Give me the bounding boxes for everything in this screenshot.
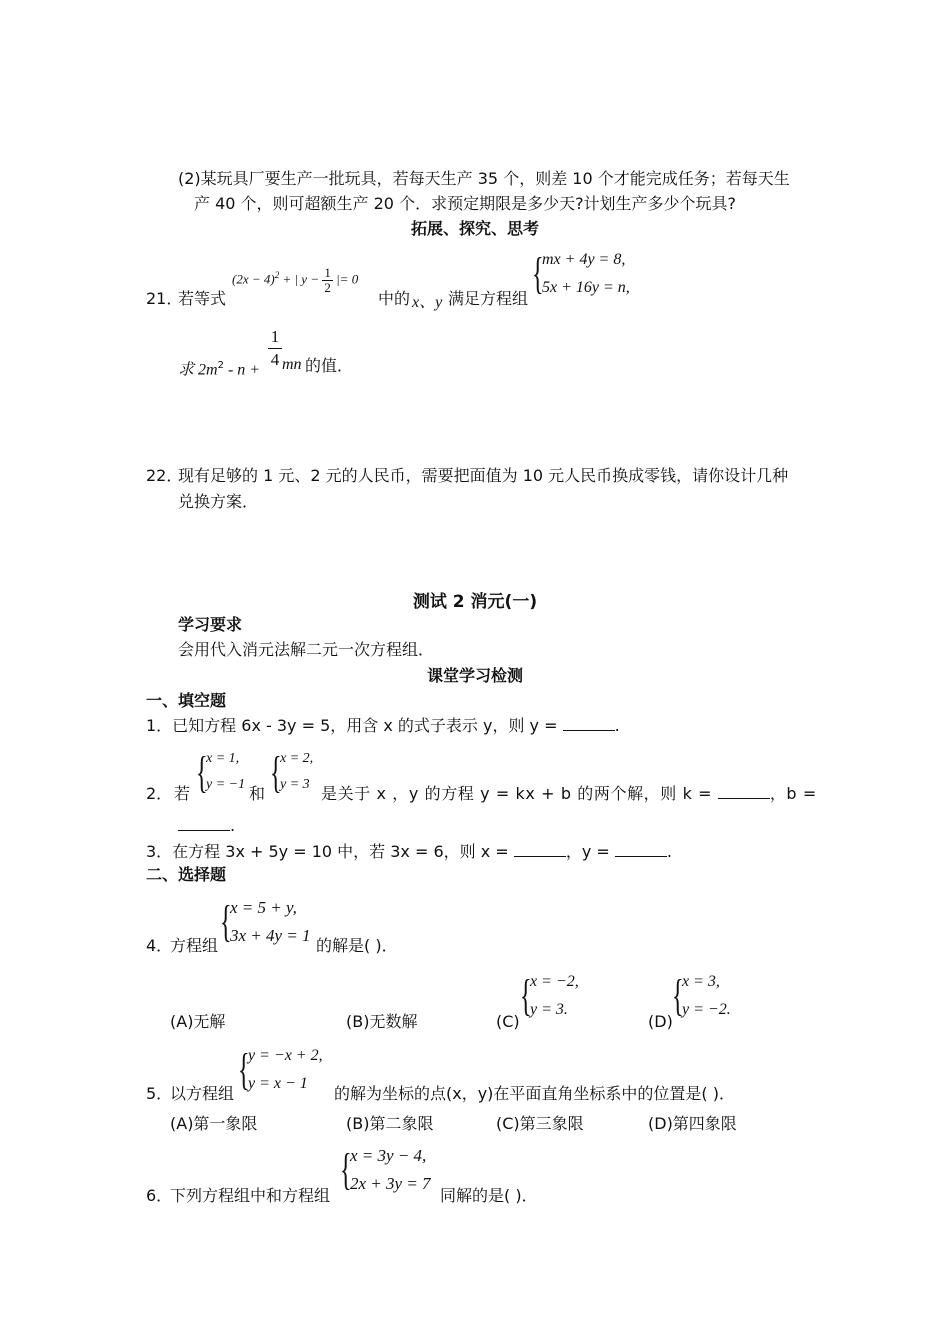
q4-option-b[interactable]: (B)无数解 <box>346 1012 418 1031</box>
q5-option-a[interactable]: (A)第一象限 <box>170 1114 258 1133</box>
q2-text: 是关于 x ，y 的方程 y = kx + b 的两个解，则 k = ，b = <box>321 784 817 803</box>
q3-y-blank[interactable] <box>615 842 667 857</box>
q1-text: 1．已知方程 6x - 3y = 5，用含 x 的式子表示 y，则 y = . <box>146 716 620 735</box>
q1-answer-blank[interactable] <box>563 716 615 731</box>
q2-k-blank[interactable] <box>718 784 770 799</box>
q2-he: 和 <box>249 784 266 803</box>
q5-number: 5． <box>146 1084 173 1103</box>
q5-option-c[interactable]: (C)第三象限 <box>496 1114 584 1133</box>
brace-icon: { <box>672 971 684 1020</box>
q3-x-blank[interactable] <box>514 842 566 857</box>
q22-line1: 现有足够的 1 元、2 元的人民币，需要把面值为 10 元人民币换成零钱，请你设计几种 <box>178 466 789 485</box>
q4-option-c-system: { x = −2, y = 3. <box>520 971 579 1020</box>
q21-fraction-quarter: 1 4 <box>268 326 282 371</box>
q4-prefix: 方程组 <box>170 936 219 955</box>
q4-suffix: 的解是( )． <box>316 936 398 955</box>
q21-equation-system: { mx + 4y = 8, 5x + 16y = n, <box>532 249 630 298</box>
q4-option-d[interactable]: (D) <box>648 1012 673 1031</box>
q4-option-d-system: { x = 3, y = −2. <box>672 971 731 1020</box>
q2-number: 2． <box>146 784 173 803</box>
q2-system-1: { x = 1, y = −1 <box>196 748 246 797</box>
q6-suffix: 同解的是( )． <box>440 1186 538 1205</box>
q2-b-blank[interactable] <box>178 816 230 831</box>
q4-equation-system: { x = 5 + y, 3x + 4y = 1 <box>220 897 311 946</box>
q21-ask: 求 $2m^2$ - n + <box>178 360 261 379</box>
brace-icon: { <box>196 748 208 797</box>
class-check-heading: 课堂学习检测 <box>426 666 523 685</box>
brace-icon: { <box>532 249 544 298</box>
q4-option-c[interactable]: (C) <box>496 1012 520 1031</box>
q22-number: 22． <box>146 466 183 485</box>
q2-ruo: 若 <box>174 784 191 803</box>
q21-vars: x、y <box>412 294 443 311</box>
q5-equation-system: { y = −x + 2, y = x − 1 <box>238 1045 323 1094</box>
q2-b-line: . <box>178 816 235 836</box>
q21-condition: $(2x - 4)^2$ + | y − $\frac{1}{2}$ |= 0 <box>232 265 359 295</box>
q2-system-2: { x = 2, y = 3 <box>270 748 314 797</box>
brace-icon: { <box>520 971 532 1020</box>
q22-line2: 兑换方案． <box>178 492 259 511</box>
part2-heading: 二、选择题 <box>146 865 227 884</box>
q5-option-b[interactable]: (B)第二象限 <box>346 1114 434 1133</box>
q21-suffix: 满足方程组 <box>448 289 529 308</box>
q20-2-line1: (2)某玩具厂要生产一批玩具，若每天生产 35 个，则差 10 个才能完成任务；若每天生 <box>178 169 790 188</box>
q5-option-d[interactable]: (D)第四象限 <box>648 1114 737 1133</box>
q6-equation-system: { x = 3y − 4, 2x + 3y = 7 <box>340 1145 431 1194</box>
brace-icon: { <box>238 1045 250 1094</box>
q20-2-line2: 产 40 个，则可超额生产 20 个．求预定期限是多少天?计划生产多少个玩具? <box>194 194 737 213</box>
q3-text: 3．在方程 3x + 5y = 10 中，若 3x = 6，则 x = ，y = . <box>146 842 672 861</box>
q5-prefix: 以方程组 <box>170 1084 235 1103</box>
q6-number: 6． <box>146 1186 173 1205</box>
brace-icon: { <box>340 1145 352 1194</box>
q4-number: 4． <box>146 936 173 955</box>
requirements-text: 会用代入消元法解二元一次方程组． <box>178 640 435 659</box>
section-heading-extend: 拓展、探究、思考 <box>410 219 539 238</box>
brace-icon: { <box>270 748 282 797</box>
brace-icon: { <box>220 897 232 946</box>
q21-ask-tail: mn <box>282 356 302 373</box>
part1-heading: 一、填空题 <box>146 691 227 710</box>
requirements-heading: 学习要求 <box>178 615 243 634</box>
q21-mid-text: 中的 <box>378 289 411 308</box>
q21-number: 21． <box>146 289 183 308</box>
test-title: 测试 2 消元(一) <box>412 592 538 612</box>
q21-prefix: 若等式 <box>178 289 227 308</box>
q5-suffix: 的解为坐标的点(x，y)在平面直角坐标系中的位置是( )． <box>334 1084 735 1103</box>
q21-ask-suffix: 的值． <box>305 356 354 375</box>
q6-prefix: 下列方程组中和方程组 <box>170 1186 331 1205</box>
q4-option-a[interactable]: (A)无解 <box>170 1012 226 1031</box>
q21-fraction-half: $\frac{1}{2}$ <box>324 265 331 295</box>
